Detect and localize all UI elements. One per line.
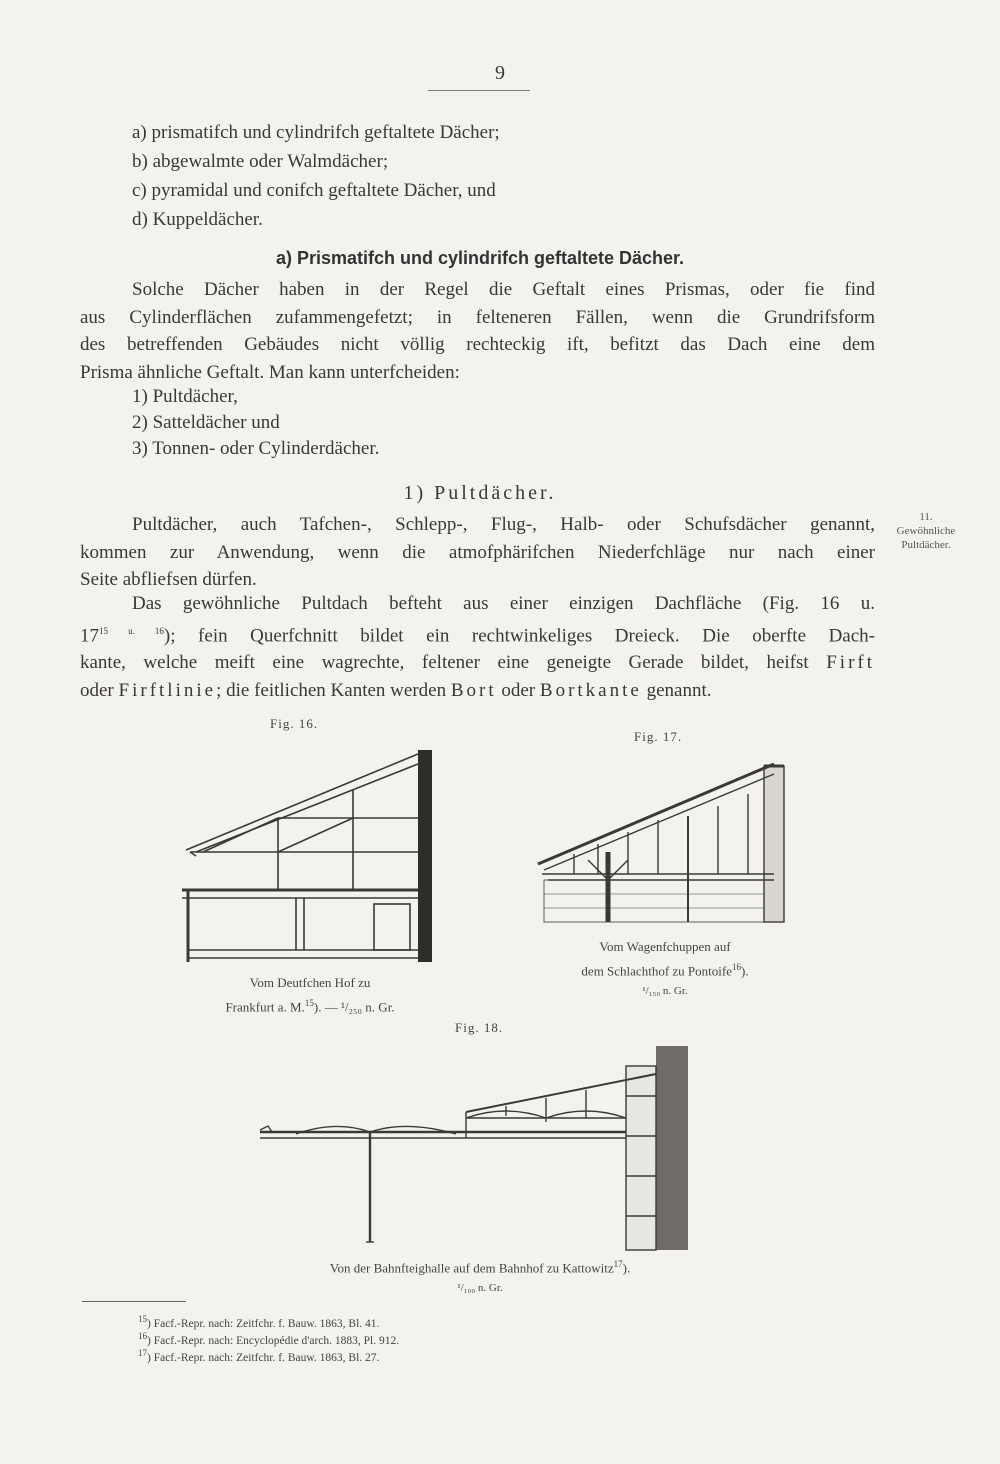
intro-paragraph	[80, 276, 875, 386]
footnote-text: ) Facf.-Repr. nach: Zeitfchr. f. Bauw. 1863, Bl. 41.	[147, 1317, 380, 1330]
roof-type-a: a) prismatifch und cylindrifch geftaltete Dächer;	[132, 122, 500, 143]
roof-type-b: b) abgewalmte oder Walmdächer;	[132, 151, 389, 172]
footnote-mark: 15	[138, 1314, 147, 1324]
caption-fragment: ).	[740, 963, 749, 979]
text-line: aus Cylinderflächen zufammengefetzt; in felteneren Fällen, wenn die Grundrifsform	[80, 306, 875, 328]
text-fragment: kante, welche meift eine wagrechte, feltener eine geneigte Gerade bildet, heifst	[80, 652, 809, 674]
caption-line	[240, 1254, 720, 1278]
fig17-label: Fig. 17.	[634, 729, 683, 744]
margin-note-line: Pultdächer.	[901, 539, 951, 551]
figure-ref: 17	[80, 624, 99, 646]
text-line	[80, 677, 875, 705]
footnote-ref: 15 u. 16	[99, 625, 164, 636]
sub-type-1: 1) Pultdächer,	[132, 386, 238, 407]
footnote-mark: 17	[138, 1348, 147, 1358]
fig17-caption	[520, 936, 810, 1002]
text-fragment: ; die feitlichen Kanten werden	[216, 679, 447, 701]
caption-fragment: Von der Bahnfteighalle auf dem Bahnhof zu Kattowitz	[329, 1260, 614, 1276]
paragraph-gewoehnliches-pultdach	[80, 590, 875, 704]
text-line: Das gewöhnliche Pultdach befteht aus einer einzigen Dachfläche (Fig. 16 u.	[132, 593, 875, 614]
text-line	[80, 649, 875, 677]
term-firft: Firft	[826, 652, 876, 674]
paragraph-pultdaecher	[80, 511, 875, 594]
page-number: 9	[495, 62, 505, 84]
caption-fragment: ).	[622, 1260, 631, 1276]
sub-type-3: 3) Tonnen- oder Cylinderdächer.	[132, 438, 380, 459]
footnote-ref: 16	[731, 962, 741, 972]
caption-line: Vom Wagenfchuppen auf	[599, 939, 731, 954]
text-fragment: oder	[80, 679, 114, 701]
text-line: Seite abfliefsen dürfen.	[80, 569, 257, 590]
fig16-drawing	[178, 742, 438, 964]
footnote-ref: 17	[613, 1259, 623, 1269]
caption-fragment: dem Schlachthof zu Pontoife	[581, 963, 732, 979]
caption-scale: ¹/₁₀₀ n. Gr.	[457, 1282, 503, 1295]
footnote-text: ) Facf.-Repr. nach: Zeitfchr. f. Bauw. 1863, Bl. 27.	[147, 1351, 380, 1364]
term-bort: Bort	[450, 679, 497, 701]
text-line: Prisma ähnliche Geftalt. Man kann unterfcheiden:	[80, 361, 460, 383]
footnote-rule	[82, 1301, 186, 1302]
fig16-caption	[160, 972, 460, 1017]
page-number-rule	[428, 90, 530, 91]
footnote-17	[138, 1346, 379, 1366]
caption-scale: ¹/₁₅₀ n. Gr.	[642, 985, 688, 998]
text-line	[80, 618, 875, 650]
fig17-drawing	[538, 756, 798, 924]
roof-type-d: d) Kuppeldächer.	[132, 209, 263, 230]
caption-line: Vom Deutfchen Hof zu	[249, 975, 371, 990]
margin-note-line: Gewöhnliche	[896, 525, 956, 537]
caption-fragment: ). — ¹/₂₅₀ n. Gr.	[313, 999, 395, 1015]
section-heading: a) Prismatifch und cylindrifch geftaltete Dächer.	[275, 248, 685, 268]
roof-type-c: c) pyramidal und conifch geftaltete Dächer, und	[132, 180, 496, 201]
text-fragment: oder	[501, 679, 536, 701]
fig18-drawing	[256, 1046, 712, 1254]
caption-line	[520, 957, 810, 981]
footnote-mark: 16	[138, 1331, 147, 1341]
footnote-ref: 15	[304, 998, 314, 1008]
text-fragment: genannt.	[646, 679, 712, 701]
footnote-text: ) Facf.-Repr. nach: Encyclopédie d'arch. 1883, Pl. 912.	[147, 1334, 400, 1347]
text-line: Pultdächer, auch Tafchen-, Schlepp-, Flug-, Halb- oder Schufsdächer genannt,	[132, 514, 875, 535]
caption-fragment: Frankfurt a. M.	[225, 999, 305, 1015]
term-bortkante: Bortkante	[539, 679, 642, 701]
text-line: des betreffenden Gebäudes nicht völlig rechteckig ift, befitzt das Dach eine dem	[80, 334, 875, 355]
fig18-caption	[240, 1254, 720, 1299]
text-line: kommen zur Anwendung, wenn die atmofphärifchen Niederfchläge nur nach einer	[80, 541, 875, 563]
caption-line	[160, 993, 460, 1017]
text-fragment: ); fein Querfchnitt bildet ein rechtwinkeliges Dreieck. Die oberfte Dach-	[163, 624, 875, 646]
text-line: Solche Dächer haben in der Regel die Geftalt eines Prismas, oder fie find	[132, 279, 875, 300]
sub-type-2: 2) Satteldächer und	[132, 412, 280, 433]
margin-note	[884, 510, 968, 552]
fig16-label: Fig. 16.	[270, 716, 319, 731]
term-firftlinie: Firftlinie	[118, 679, 217, 701]
margin-note-number: 11.	[919, 511, 933, 523]
subsection-heading: 1) Pultdächer.	[403, 482, 557, 504]
fig18-label: Fig. 18.	[455, 1020, 504, 1035]
